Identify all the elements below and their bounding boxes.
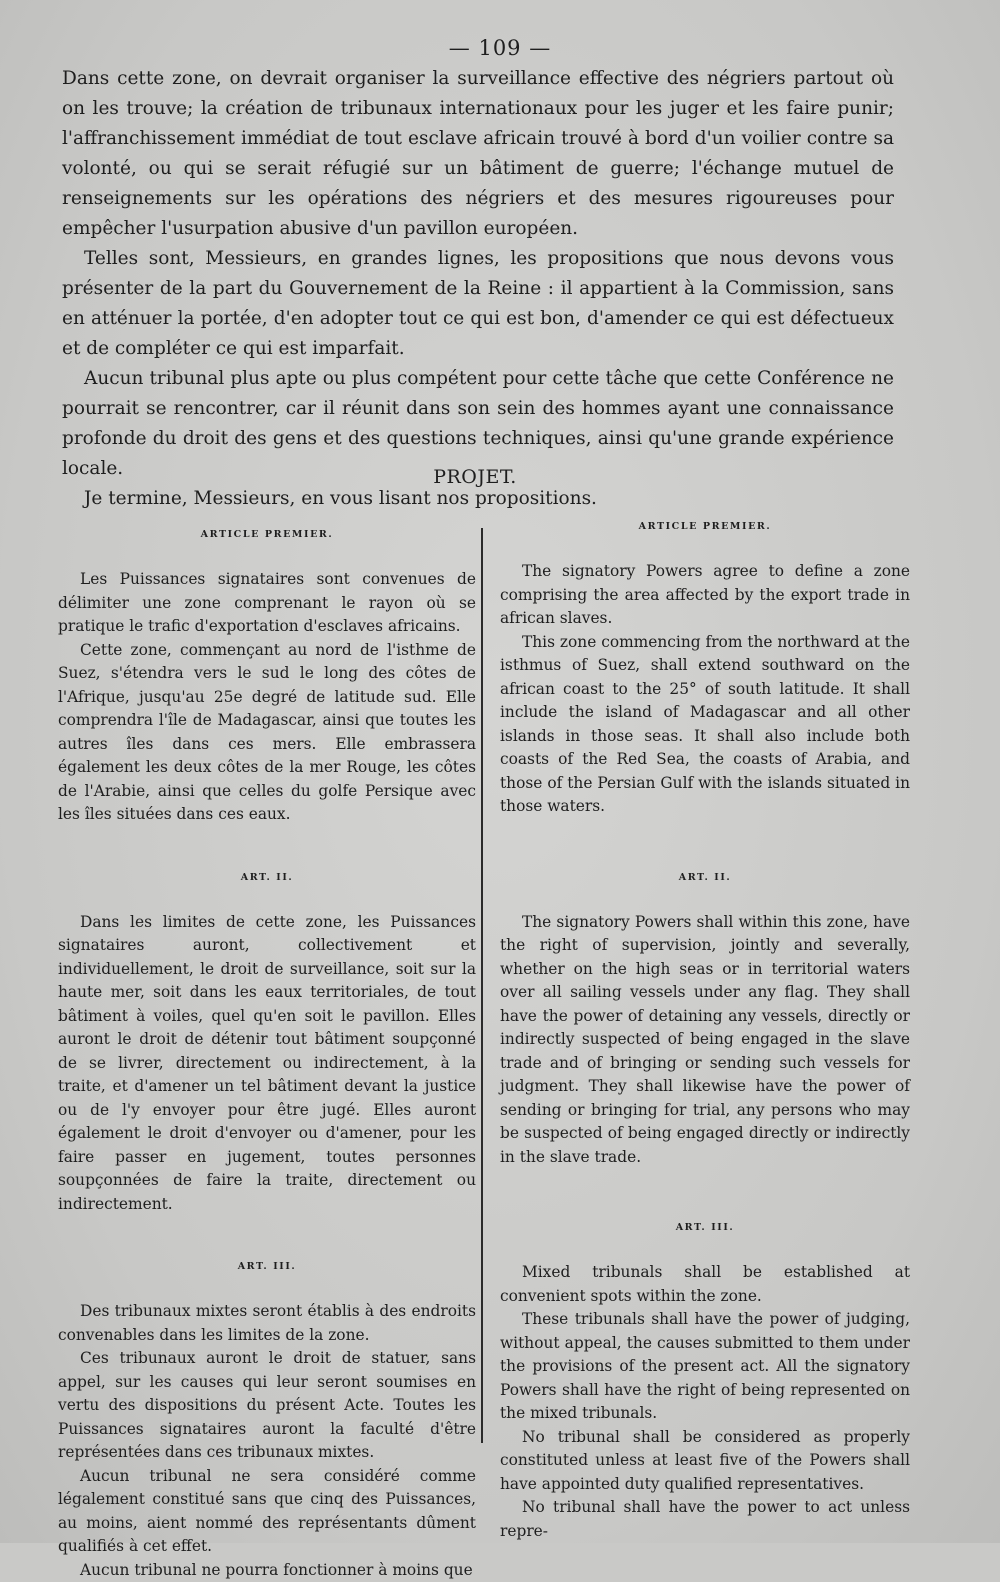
article-paragraph: Les Puissances signataires sont convenues de délimiter une zone comprenant le rayon où se pratique le trafic d'exportation d'esclaves africains.	[58, 568, 476, 639]
article-paragraph: Ces tribunaux auront le droit de statuer, sans appel, sur les causes qui leur seront soumises en vertu des dispositions du présent Acte. Toutes les Puissances signataires auront la faculté d'être représentées dans ces tribunaux mixtes.	[58, 1347, 476, 1465]
article-heading: ART. II.	[500, 871, 910, 885]
article-paragraph: Dans les limites de cette zone, les Puissances signataires auront, collectivement et individuellement, le droit de surveillance, soit sur la haute mer, soit dans les eaux territoriales, de tout bâtiment à voiles, quel qu'en soit le pavillon. Elles auront le droit de détenir tout bâtiment soupçonné de se livrer, directement ou indirectement, à la traite, et d'amener un tel bâtiment devant la justice ou de l'y envoyer pour être jugé. Elles auront également le droit d'envoyer ou d'amener, pour les faire passer en jugement, toutes personnes soupçonnées de faire la traite, directement ou indirectement.	[58, 911, 476, 1217]
intro-paragraph: Dans cette zone, on devrait organiser la surveillance effective des négriers partout où on les trouve; la création de tribunaux internationaux pour les juger et les faire punir; l'affranchissement immédiat de tout esclave africain trouvé à bord d'un voilier contre sa volonté, ou qui se serait réfugié sur un bâtiment de guerre; l'échange mutuel de renseignements sur les opérations des négriers et des mesures rigoureuses pour empêcher l'usurpation abusive d'un pavillon européen.	[62, 64, 894, 244]
article-paragraph: The signatory Powers shall within this zone, have the right of supervision, jointly and severally, whether on the high seas or in territorial waters over all sailing vessels under any flag. They shall have the power of detaining any vessels, directly or indirectly suspected of being engaged in the slave trade and of bringing or sending such vessels for judgment. They shall likewise have the power of sending or bringing for trial, any persons who may be suspected of being engaged directly or indirectly in the slave trade.	[500, 911, 910, 1170]
article-paragraph: Aucun tribunal ne pourra fonctionner à moins que	[58, 1559, 476, 1582]
english-column	[500, 520, 910, 1543]
article-heading: ART. III.	[500, 1221, 910, 1235]
intro-paragraph: Je termine, Messieurs, en vous lisant nos propositions.	[62, 484, 894, 514]
article-heading: ARTICLE PREMIER.	[500, 520, 910, 534]
article-paragraph: The signatory Powers agree to define a zone comprising the area affected by the export trade in african slaves.	[500, 560, 910, 631]
article-paragraph: Cette zone, commençant au nord de l'isthme de Suez, s'étendra vers le sud le long des côtes de l'Afrique, jusqu'au 25e degré de latitude sud. Elle comprendra l'île de Madagascar, ainsi que toutes les autres îles dans ces mers. Elle embrassera également les deux côtes de la mer Rouge, les côtes de l'Arabie, ainsi que celles du golfe Persique avec les îles situées dans ces eaux.	[58, 639, 476, 827]
projet-title: PROJET.	[0, 466, 950, 488]
article-paragraph: Aucun tribunal ne sera considéré comme légalement constitué sans que cinq des Puissances, au moins, aient nommé des représentants dûment qualifiés à cet effet.	[58, 1465, 476, 1559]
intro-paragraph: Telles sont, Messieurs, en grandes lignes, les propositions que nous devons vous présenter de la part du Gouvernement de la Reine : il appartient à la Commission, sans en atténuer la portée, d'en adopter tout ce qui est bon, d'amender ce qui est défectueux et de compléter ce qui est imparfait.	[62, 244, 894, 364]
article-paragraph: No tribunal shall have the power to act unless repre-	[500, 1496, 910, 1543]
french-column	[58, 528, 476, 1582]
intro-text	[62, 64, 894, 514]
article-paragraph: Mixed tribunals shall be established at convenient spots within the zone.	[500, 1261, 910, 1308]
article-paragraph: Des tribunaux mixtes seront établis à des endroits convenables dans les limites de la zone.	[58, 1300, 476, 1347]
column-divider	[481, 528, 483, 1443]
article-heading: ART. II.	[58, 871, 476, 885]
article-heading: ART. III.	[58, 1260, 476, 1274]
article-paragraph: This zone commencing from the northward at the isthmus of Suez, shall extend southward on the african coast to the 25° of south latitude. It shall include the island of Madagascar and all other islands in those seas. It shall also include both coasts of the Red Sea, the coasts of Arabia, and those of the Persian Gulf with the islands situated in those waters.	[500, 631, 910, 819]
intro-paragraph: Aucun tribunal plus apte ou plus compétent pour cette tâche que cette Conférence ne pourrait se rencontrer, car il réunit dans son sein des hommes ayant une connaissance profonde du droit des gens et des questions techniques, ainsi qu'une grande expérience locale.	[62, 364, 894, 484]
article-paragraph: No tribunal shall be considered as properly constituted unless at least five of the Powers shall have appointed duty qualified representatives.	[500, 1426, 910, 1497]
page-number: — 109 —	[0, 36, 1000, 60]
article-paragraph: These tribunals shall have the power of judging, without appeal, the causes submitted to them under the provisions of the present act. All the signatory Powers shall have the right of being represented on the mixed tribunals.	[500, 1308, 910, 1426]
article-heading: ARTICLE PREMIER.	[58, 528, 476, 542]
